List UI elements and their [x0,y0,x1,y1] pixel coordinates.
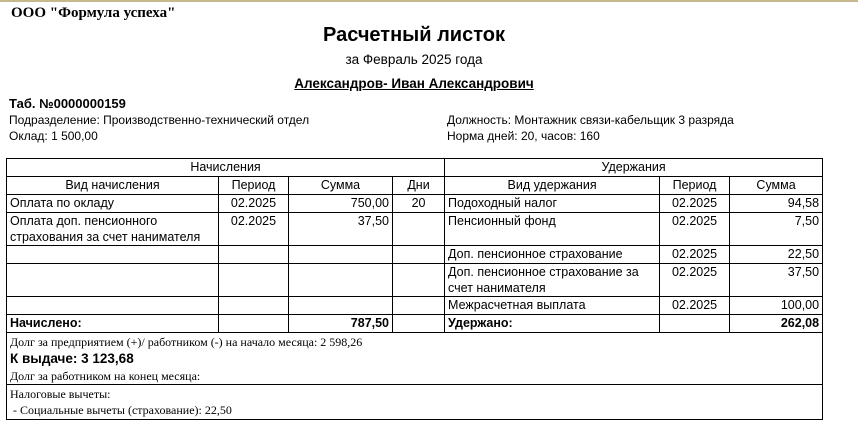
accrual-days: 20 [393,195,445,213]
accrual-sum: 750,00 [289,195,393,213]
debt-end: Долг за работником на конец месяца: [10,369,201,383]
accrual-days [393,213,445,246]
table-row [7,264,823,297]
deductions-section-title: Удержания [445,159,823,177]
deduction-period: 02.2025 [660,297,730,315]
deduction-type: Доп. пенсионное страхование за счет нанимателя [445,264,660,297]
department: Подразделение: Производственно-технический отдел [9,113,310,127]
accruals-section-title: Начисления [7,159,445,177]
company-name: ООО "Формула успеха" [11,5,176,21]
payslip-table [6,158,823,420]
table-row [7,195,823,213]
balance-section [7,333,823,385]
deduction-sum: 37,50 [730,264,823,297]
table-row [7,246,823,264]
deductions-total-sum: 262,08 [730,315,823,333]
work-norm: Норма дней: 20, часов: 160 [447,129,600,143]
document-title: Расчетный листок [323,24,505,46]
tax-deductions-section [7,385,823,420]
payout-amount: К выдаче: 3 123,68 [10,351,134,366]
tab-number: Таб. №0000000159 [9,96,126,111]
accruals-header-type: Вид начисления [7,177,219,195]
deductions-header-type: Вид удержания [445,177,660,195]
table-row [7,297,823,315]
accrual-type: Оплата по окладу [7,195,219,213]
deduction-period: 02.2025 [660,264,730,297]
position: Должность: Монтажник связи-кабельщик 3 разряда [447,113,734,127]
period-label: за Февраль 2025 года [345,52,483,67]
top-border [0,0,858,2]
deduction-sum: 22,50 [730,246,823,264]
employee-name-text: Александров- Иван Александрович [294,76,534,91]
deduction-type: Межрасчетная выплата [445,297,660,315]
accrual-period: 02.2025 [219,213,289,246]
employee-name [0,76,828,91]
accruals-header-sum: Сумма [289,177,393,195]
accrual-type: Оплата доп. пенсионного страхования за счет нанимателя [7,213,219,246]
totals-row [7,315,823,333]
deduction-sum: 94,58 [730,195,823,213]
accrual-period: 02.2025 [219,195,289,213]
tax-deduction-item: - Социальные вычеты (страхование): 22,50 [10,403,232,417]
table-row [7,213,823,246]
debt-start: Долг за предприятием (+)/ работником (-) на начало месяца: 2 598,26 [10,335,363,349]
accruals-header-period: Период [219,177,289,195]
deduction-sum: 100,00 [730,297,823,315]
accrual-sum: 37,50 [289,213,393,246]
deduction-type: Доп. пенсионное страхование [445,246,660,264]
deductions-header-sum: Сумма [730,177,823,195]
salary: Оклад: 1 500,00 [9,129,98,143]
deduction-type: Подоходный налог [445,195,660,213]
deduction-sum: 7,50 [730,213,823,246]
tax-deductions-title: Налоговые вычеты: [10,387,111,401]
deductions-header-period: Период [660,177,730,195]
deduction-period: 02.2025 [660,195,730,213]
accruals-header-days: Дни [393,177,445,195]
deduction-period: 02.2025 [660,213,730,246]
deduction-type: Пенсионный фонд [445,213,660,246]
accruals-total-label: Начислено: [7,315,219,333]
deduction-period: 02.2025 [660,246,730,264]
deductions-total-label: Удержано: [445,315,660,333]
accruals-total-sum: 787,50 [289,315,393,333]
